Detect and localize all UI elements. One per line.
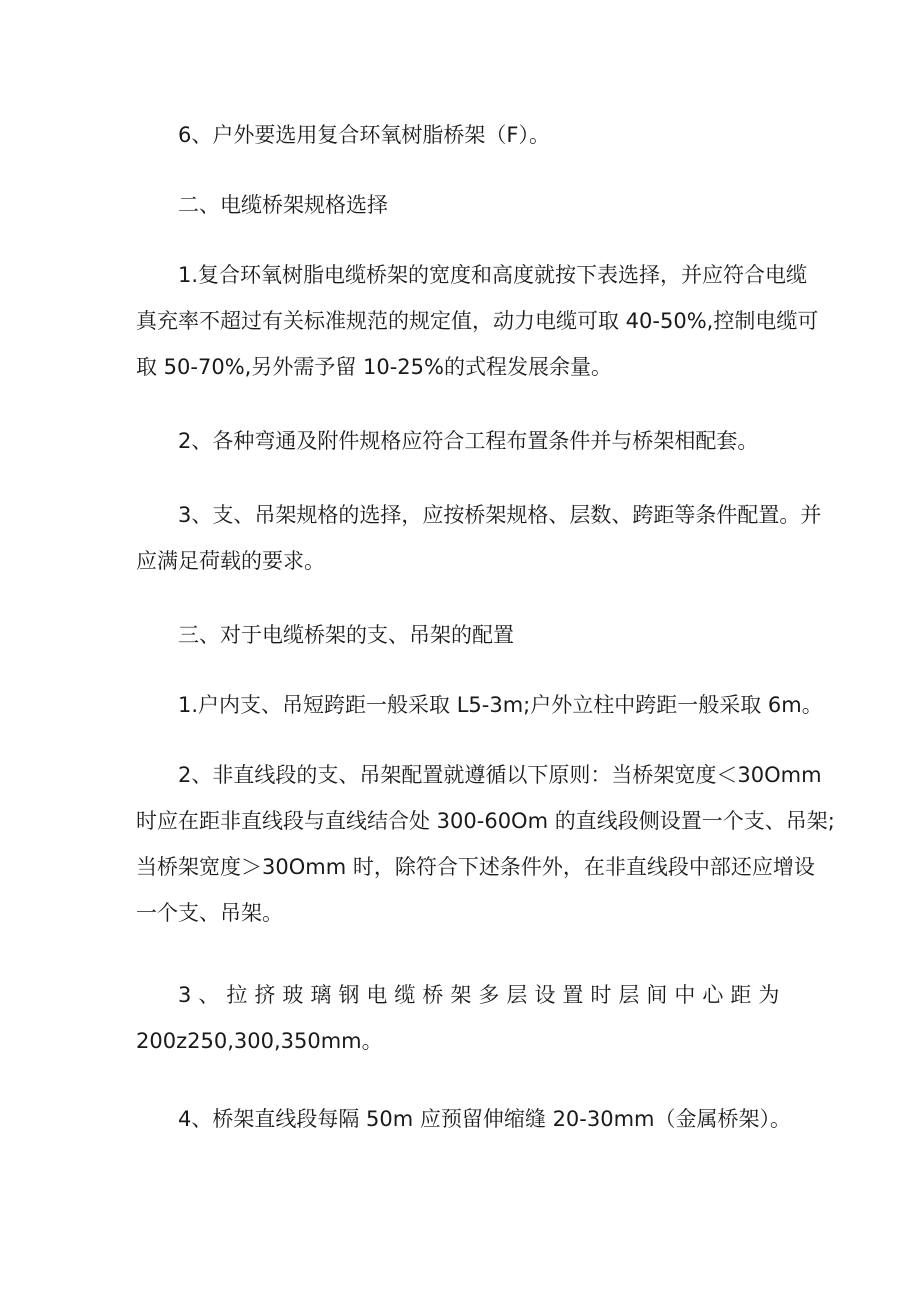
paragraph-non-straight-section xyxy=(136,752,835,936)
text-line: 200z250,300,350mm。 xyxy=(136,1029,383,1053)
text-line: 二、电缆桥架规格选择 xyxy=(178,193,388,217)
paragraph-span-distance xyxy=(136,682,823,728)
text-line: 2、各种弯通及附件规格应符合工程布置条件并与桥架相配套。 xyxy=(178,429,759,453)
paragraph-width-height xyxy=(136,252,819,390)
text-line: 4、桥架直线段每隔 50m 应预留伸缩缝 20-30mm（金属桥架）。 xyxy=(178,1107,791,1131)
text-line: 2、非直线段的支、吊架配置就遵循以下原则：当桥架宽度＜30Omm xyxy=(178,763,822,787)
text-line: 1.户内支、吊短跨距一般采取 L5-3m;户外立柱中跨距一般采取 6m。 xyxy=(178,693,823,717)
text-line: 时应在距非直线段与直线结合处 300-60Om 的直线段侧设置一个支、吊架; xyxy=(136,809,835,833)
text-line: 取 50-70%,另外需予留 10-25%的式程发展余量。 xyxy=(136,355,612,379)
paragraph-expansion-joint xyxy=(136,1096,791,1142)
text-line: 当桥架宽度＞30Omm 时，除符合下述条件外，在非直线段中部还应增设 xyxy=(136,855,815,879)
text-line: 3、支、吊架规格的选择，应按桥架规格、层数、跨距等条件配置。并 xyxy=(178,503,822,527)
text-line: 6、户外要选用复合环氧树脂桥架（F）。 xyxy=(178,123,550,147)
section-heading-tray-spec xyxy=(136,182,786,228)
paragraph-outdoor-tray xyxy=(136,112,786,158)
paragraph-layer-spacing xyxy=(136,972,786,1064)
text-line: 应满足荷载的要求。 xyxy=(136,549,325,573)
paragraph-fittings xyxy=(136,418,786,464)
text-line: 1.复合环氧树脂电缆桥架的宽度和高度就按下表选择，并应符合电缆 xyxy=(178,263,808,287)
paragraph-support-spec xyxy=(136,492,822,584)
section-heading-support-config xyxy=(136,612,786,658)
text-line: 三、对于电缆桥架的支、吊架的配置 xyxy=(178,623,514,647)
text-line: 3、拉挤玻璃钢电缆桥架多层设置时层间中心距为 xyxy=(178,983,787,1007)
text-line: 真充率不超过有关标准规范的规定值，动力电缆可取 40-50%,控制电缆可 xyxy=(136,309,819,333)
text-line: 一个支、吊架。 xyxy=(136,901,283,925)
